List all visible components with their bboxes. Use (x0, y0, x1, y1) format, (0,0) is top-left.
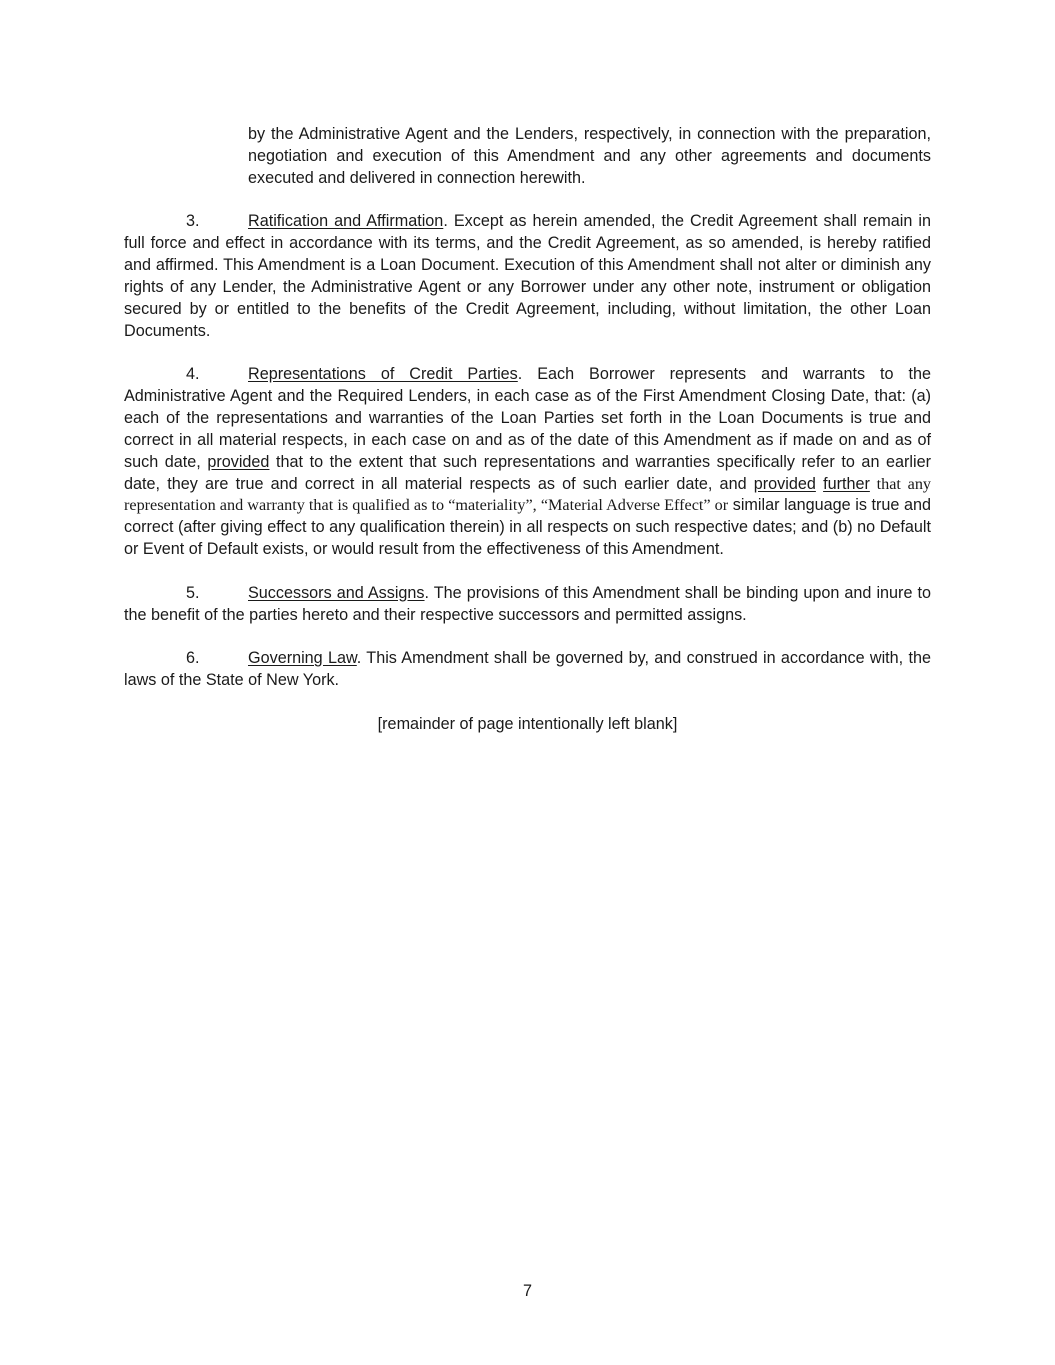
section-6-heading: Governing Law (248, 649, 357, 668)
section-4-provided-2: provided (753, 474, 816, 493)
section-5-heading: Successors and Assigns (248, 583, 425, 602)
section-4-number: 4. (186, 365, 200, 384)
section-4-further: further (823, 474, 870, 493)
section-4-text-b: that to the extent that such representations and warranties specifically refer to an earlier date, they are true and correct in all material respects as of such earlier date, and (124, 452, 931, 493)
section-5-number: 5. (186, 583, 200, 602)
document-page (124, 124, 931, 736)
continuation-paragraph: by the Administrative Agent and the Lenders, respectively, in connection with the preparation, negotiation and execution of this Amendment and any other agreements and documents executed and delivered in connection herewith. (248, 125, 931, 187)
section-3-heading: Ratification and Affirmation (248, 212, 444, 231)
section-4-heading: Representations of Credit Parties (248, 365, 518, 384)
section-5-paragraph (124, 583, 931, 627)
section-6-number: 6. (186, 649, 200, 668)
section-4-paragraph (124, 364, 931, 561)
section-3-text: . Except as herein amended, the Credit Agreement shall remain in full force and effect in accordance with its terms, and the Credit Agreement, as so amended, is hereby ratified and affirmed. This Amendment is a Loan Document. Execution of this Amendment shall not alter or diminish any rights of any Lender, the Administrative Agent or any Borrower under any other note, instrument or obligation secured by or entitled to the benefits of the Credit Agreement, including, without limitation, the other Loan Documents. (124, 212, 931, 340)
section-6-text: . This Amendment shall be governed by, and construed in accordance with, the laws of the State of New York. (124, 649, 931, 690)
page-number: 7 (522, 1282, 532, 1300)
section-6-paragraph (124, 648, 931, 692)
section-3-paragraph (124, 211, 931, 342)
remainder-note: [remainder of page intentionally left blank] (377, 714, 678, 733)
section-4-text-d: similar language is true and correct (after giving effect to any qualification therein) in all respects on such respective dates; and (b) no Default or Event of Default exists, or would result from the effectiveness of this Amendment. (124, 496, 931, 559)
section-5-text: . The provisions of this Amendment shall be binding upon and inure to the benefit of the parties hereto and their respective successors and permitted assigns. (124, 583, 931, 624)
section-3-number: 3. (186, 212, 200, 231)
section-4-text-c: that any representation and warranty that is qualified as to “materiality”, “Material Adverse Effect” or (124, 474, 932, 515)
section-4-provided-1: provided (207, 452, 270, 471)
section-4-text-a: . Each Borrower represents and warrants to the Administrative Agent and the Required Lenders, in each case as of the First Amendment Closing Date, that: (a) each of the representations and warranties of the Loan Parties set forth in the Loan Documents is true and correct in all material respects, in each case on and as of the date of this Amendment as if made on and as of such date, (124, 365, 932, 471)
